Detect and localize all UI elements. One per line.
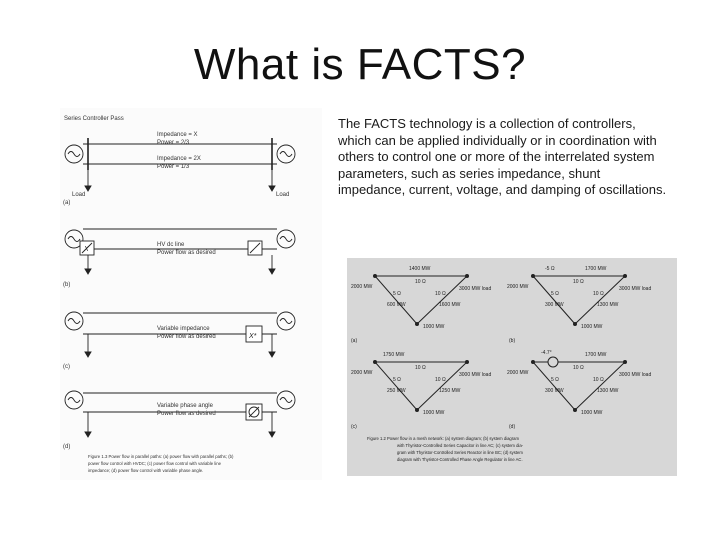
svg-text:3000 MW load: 3000 MW load [459,372,492,378]
svg-text:1000 MW: 1000 MW [423,324,445,330]
panel-c-line2: Power flow as desired [157,334,216,340]
svg-text:10 Ω: 10 Ω [415,279,426,285]
panel-a-load-left: Load [72,192,86,198]
svg-text:10 Ω: 10 Ω [573,279,584,285]
panel-a-line2a: Impedance = 2X [157,156,201,162]
svg-text:5 Ω: 5 Ω [393,377,401,383]
svg-text:10 Ω: 10 Ω [415,365,426,371]
svg-text:1700 MW: 1700 MW [585,266,607,272]
slide-body-text: The FACTS technology is a collection of controllers, which can be applied individually or in coordination with others to control one or more of the interrelated system parameters, such as series impedance, shunt impedance, current, voltage, and damping of oscillations. [338,116,667,198]
svg-text:5 Ω: 5 Ω [551,291,559,297]
svg-text:10 Ω: 10 Ω [435,377,446,383]
svg-text:2000 MW: 2000 MW [507,370,529,376]
panel-b-label: (b) [63,282,71,288]
svg-text:5 Ω: 5 Ω [551,377,559,383]
svg-text:10 Ω: 10 Ω [435,291,446,297]
panel-d-label: (d) [63,444,71,450]
svg-text:600 MW: 600 MW [387,302,406,308]
svg-text:10 Ω: 10 Ω [593,377,604,383]
svg-text:-5 Ω: -5 Ω [545,266,555,272]
svg-text:1400 MW: 1400 MW [409,266,431,272]
svg-text:(b): (b) [509,338,516,344]
figure-mesh-network [347,258,677,476]
svg-text:1250 MW: 1250 MW [439,388,461,394]
figure-right-caption-line: with Thyristor-Controlled Series Capacitor in line AC; (c) system dia- [397,443,524,448]
panel-a-line2b: Power = 1/3 [157,164,190,170]
svg-text:10 Ω: 10 Ω [573,365,584,371]
figure-left-caption-line: Figure 1.3 Power flow in parallel paths: (a) power flow with parallel paths; (b) [88,454,234,459]
svg-text:1300 MW: 1300 MW [597,302,619,308]
figure-left-caption-line: power flow control with HVDC; (c) power flow control with variable line [88,461,222,466]
figure-parallel-paths [60,108,322,480]
panel-c-device: X* [249,333,257,340]
svg-text:1600 MW: 1600 MW [439,302,461,308]
svg-text:(a): (a) [351,338,358,344]
svg-text:1300 MW: 1300 MW [597,388,619,394]
svg-text:2000 MW: 2000 MW [351,284,373,290]
figure-right-caption-line: Figure 1.2 Power flow in a mesh network: (a) system diagram; (b) system diagram [367,436,519,441]
svg-text:(d): (d) [509,424,516,430]
svg-text:(c): (c) [351,424,357,430]
svg-text:1000 MW: 1000 MW [423,410,445,416]
figure-right-caption-line: gram with Thyristor-Controlled Series Reactor in line BC; (d) system [397,450,523,455]
figure-right-caption-line: diagram with Thyristor-Controlled Phase Angle Regulator in line AC. [397,457,523,462]
panel-b-line1: HV dc line [157,242,185,248]
panel-a-line1b: Power = 2/3 [157,140,190,146]
svg-text:10 Ω: 10 Ω [593,291,604,297]
svg-text:3000 MW load: 3000 MW load [619,286,652,292]
slide-title: What is FACTS? [193,40,527,89]
svg-text:1700 MW: 1700 MW [585,352,607,358]
panel-d-line1: Variable phase angle [157,403,213,409]
svg-text:1000 MW: 1000 MW [581,410,603,416]
panel-d-line2: Power flow as desired [157,411,216,417]
panel-c-line1: Variable impedance [157,326,210,332]
svg-text:300 MW: 300 MW [545,388,564,394]
svg-text:-4.7°: -4.7° [541,350,552,356]
svg-text:3000 MW load: 3000 MW load [459,286,492,292]
panel-b-line2: Power flow as desired [157,250,216,256]
panel-a-line1a: Impedance = X [157,132,198,138]
svg-text:1000 MW: 1000 MW [581,324,603,330]
panel-a-load-right: Load [276,192,290,198]
svg-text:1750 MW: 1750 MW [383,352,405,358]
svg-text:300 MW: 300 MW [545,302,564,308]
panel-a-label: (a) [63,200,71,206]
figure-left-header: Series Controller Pass [64,116,124,122]
figure-left-caption-line: impedance; (d) power flow control with variable phase angle. [88,468,204,473]
panel-c-label: (c) [63,364,70,370]
svg-text:5 Ω: 5 Ω [393,291,401,297]
svg-text:2000 MW: 2000 MW [351,370,373,376]
svg-text:3000 MW load: 3000 MW load [619,372,652,378]
svg-text:250 MW: 250 MW [387,388,406,394]
panel-b-device: X [84,246,89,253]
svg-text:2000 MW: 2000 MW [507,284,529,290]
